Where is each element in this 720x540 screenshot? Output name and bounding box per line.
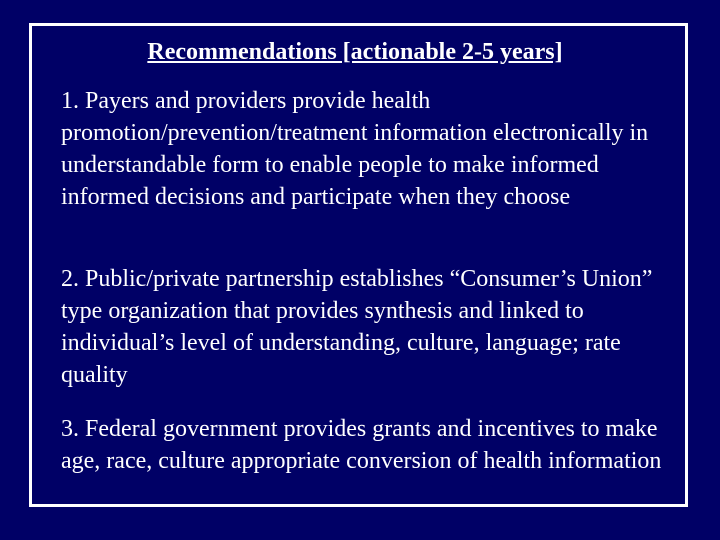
slide-title: Recommendations [actionable 2-5 years] <box>147 39 563 65</box>
recommendation-item-2: 2. Public/private partnership establishes “Consumer’s Union” type organization that provides synthesis and linked to individual’s level of understanding, culture, language; rate quality <box>61 266 653 388</box>
recommendation-item-1: 1. Payers and providers provide health promotion/prevention/treatment information electronically in understandable form to enable people to make informed informed decisions and participate when they choose <box>61 88 649 210</box>
recommendation-item-3: 3. Federal government provides grants and incentives to make age, race, culture appropriate conversion of health information <box>61 416 662 474</box>
